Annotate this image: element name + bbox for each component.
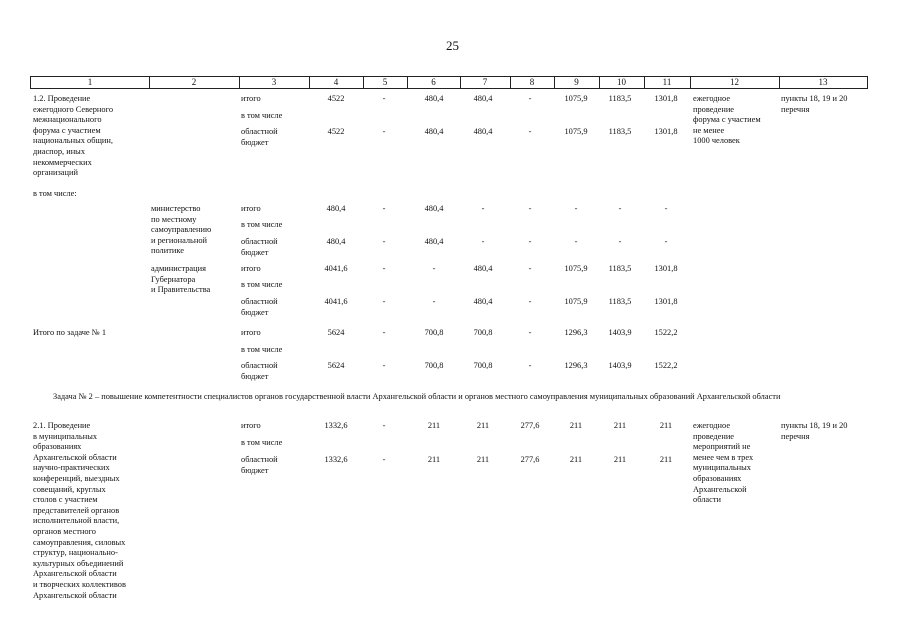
value-cell-col-7: 700,8 <box>473 328 493 337</box>
name-line: культурных объединений <box>33 558 124 568</box>
col-header-2: 2 <box>191 77 197 87</box>
value-cell-col-8: - <box>528 204 532 213</box>
v-tom-chisle-label: в том числе <box>241 111 283 120</box>
name-line: самоуправлению <box>151 225 212 235</box>
indicator-line: не менее <box>693 125 725 135</box>
col-header-11: 11 <box>662 77 672 87</box>
name-line: представителей органов <box>33 505 120 515</box>
value-cell-col-11: 211 <box>659 421 673 430</box>
value-cell-col-6: 700,8 <box>424 361 444 370</box>
name-line: ежегодного Северного <box>33 104 114 114</box>
task-2-heading: Задача № 2 – повышение компетентности специалистов органов государственной власти Архангельской области и органов местного самоуправления муниципальных образований Архангельской области <box>53 392 781 401</box>
value-cell-col-9: 1296,3 <box>564 328 588 337</box>
name-line: Губернатора <box>151 274 196 284</box>
value-cell-col-8: 277,6 <box>520 455 540 464</box>
value-cell-col-9: 1296,3 <box>564 361 588 370</box>
value-cell-col-5: - <box>382 127 386 136</box>
col-header-8: 8 <box>529 77 535 87</box>
value-cell-col-7: 480,4 <box>473 264 493 273</box>
oblast-label-line: бюджет <box>241 465 269 475</box>
value-cell-col-10: 1403,9 <box>608 361 632 370</box>
value-cell-col-11: 1522,2 <box>654 361 678 370</box>
value-cell-col-9: - <box>574 204 578 213</box>
value-cell-col-4: 4522 <box>327 94 345 103</box>
value-cell-col-10: 1403,9 <box>608 328 632 337</box>
indicator-line: мероприятий не <box>693 442 751 452</box>
oblast-label-line: бюджет <box>241 371 269 381</box>
row-1-2-punkty <box>781 94 847 115</box>
value-cell-col-5: - <box>382 455 386 464</box>
value-cell-col-10: 1183,5 <box>608 94 632 103</box>
name-line: столов с участием <box>33 495 98 505</box>
oblast-label-line: бюджет <box>241 247 269 257</box>
value-cell-col-6: 480,4 <box>424 127 444 136</box>
value-cell-col-11: 1522,2 <box>654 328 678 337</box>
name-line: 1.2. Проведение <box>33 94 91 103</box>
value-cell-col-11: 1301,8 <box>654 94 678 103</box>
value-cell-col-5: - <box>382 328 386 337</box>
row-1-2-name <box>33 94 113 179</box>
ministry-name <box>151 204 211 257</box>
value-cell-col-4: 480,4 <box>326 237 346 246</box>
value-cell-col-7: 480,4 <box>473 127 493 136</box>
col-header-7: 7 <box>482 77 488 87</box>
indicator-line: Архангельской <box>693 484 747 494</box>
value-cell-col-9: 211 <box>569 455 583 464</box>
indicator-line: проведение <box>693 431 735 441</box>
value-cell-col-5: - <box>382 421 386 430</box>
col-header-5: 5 <box>382 77 388 87</box>
punkty-line: перечня <box>781 104 810 114</box>
value-cell-col-7: 480,4 <box>473 297 493 306</box>
name-line: структур, национально- <box>33 548 118 558</box>
row-2-1-name <box>33 421 126 601</box>
value-cell-col-11: 1301,8 <box>654 264 678 273</box>
col-header-4: 4 <box>333 77 339 87</box>
name-line: Архангельской области <box>33 569 117 579</box>
value-cell-col-6: 211 <box>427 455 441 464</box>
name-line: органов местного <box>33 526 96 536</box>
col-header-9: 9 <box>574 77 579 87</box>
value-cell-col-9: 1075,9 <box>564 297 588 306</box>
oblast-label-line: областной <box>241 127 278 136</box>
indicator-line: образованиях <box>693 473 742 483</box>
value-cell-col-9: 211 <box>569 421 583 430</box>
oblast-label-line: областной <box>241 361 278 370</box>
administration-name <box>151 264 210 296</box>
value-cell-col-8: - <box>528 361 532 370</box>
oblast-label-line: областной <box>241 455 278 464</box>
value-cell-col-4: 1332,6 <box>324 455 348 464</box>
value-cell-col-10: - <box>618 237 622 246</box>
name-line: и творческих коллективов <box>33 579 126 589</box>
col-header-1: 1 <box>87 77 93 87</box>
value-cell-col-11: - <box>664 237 668 246</box>
row-1-2-indicator <box>693 94 761 147</box>
oblast-label-line: бюджет <box>241 137 269 147</box>
name-line: совещаний, круглых <box>33 484 106 494</box>
v-tom-chisle-label: в том числе <box>241 280 283 289</box>
value-cell-col-10: 1183,5 <box>608 127 632 136</box>
value-cell-col-5: - <box>382 297 386 306</box>
oblast-label-line: областной <box>241 297 278 306</box>
value-cell-col-7: 480,4 <box>473 94 493 103</box>
value-cell-col-7: - <box>481 204 485 213</box>
value-cell-col-4: 5624 <box>327 328 345 337</box>
value-cell-col-8: - <box>528 328 532 337</box>
value-cell-col-4: 4041,6 <box>324 264 348 273</box>
row-2-1-indicator <box>693 421 753 506</box>
name-line: диаспор, иных <box>33 146 86 156</box>
value-cell-col-9: 1075,9 <box>564 94 588 103</box>
v-tom-chisle-label: в том числе <box>241 438 283 447</box>
value-cell-col-11: 1301,8 <box>654 127 678 136</box>
indicator-line: ежегодное <box>693 94 731 103</box>
value-cell-col-8: - <box>528 297 532 306</box>
oblast-label <box>241 455 278 476</box>
value-cell-col-10: - <box>618 204 622 213</box>
value-cell-col-5: - <box>382 361 386 370</box>
oblast-label <box>241 361 278 382</box>
punkty-line: перечня <box>781 431 810 441</box>
name-line: образованиях <box>33 442 82 452</box>
value-cell-col-6: 480,4 <box>424 94 444 103</box>
value-cell-col-6: 211 <box>427 421 441 430</box>
col-header-3: 3 <box>271 77 277 87</box>
value-cell-col-6: 480,4 <box>424 204 444 213</box>
name-line: по местному <box>151 214 197 224</box>
punkty-line: пункты 18, 19 и 20 <box>781 421 848 430</box>
value-cell-col-6: 480,4 <box>424 237 444 246</box>
v-tom-chisle-heading: в том числе: <box>33 189 77 198</box>
oblast-label-line: областной <box>241 237 278 246</box>
name-line: в муниципальных <box>33 431 98 441</box>
indicator-line: ежегодное <box>693 421 731 430</box>
itogo-task1-name: Итого по задаче № 1 <box>33 328 107 337</box>
name-line: политике <box>151 246 184 256</box>
value-cell-col-4: 4522 <box>327 127 345 136</box>
oblast-label <box>241 297 278 318</box>
value-cell-col-7: 211 <box>476 421 490 430</box>
v-tom-chisle-label: в том числе <box>241 220 283 229</box>
value-cell-col-10: 211 <box>613 455 627 464</box>
value-cell-col-5: - <box>382 264 386 273</box>
name-line: Архангельской области <box>33 452 117 462</box>
value-cell-col-4: 480,4 <box>326 204 346 213</box>
value-cell-col-5: - <box>382 237 386 246</box>
row-2-1-punkty <box>781 421 847 442</box>
value-cell-col-6: 700,8 <box>424 328 444 337</box>
value-cell-col-4: 5624 <box>327 361 345 370</box>
value-cell-col-11: 211 <box>659 455 673 464</box>
name-line: некоммерческих <box>33 157 92 167</box>
value-cell-col-5: - <box>382 204 386 213</box>
name-line: Архангельской области <box>33 590 117 600</box>
indicator-line: муниципальных <box>693 463 751 473</box>
value-cell-col-8: - <box>528 127 532 136</box>
value-cell-col-5: - <box>382 94 386 103</box>
value-cell-col-10: 211 <box>613 421 627 430</box>
column-header-row <box>30 76 868 89</box>
col-header-13: 13 <box>818 77 828 87</box>
value-cell-col-8: - <box>528 264 532 273</box>
name-line: 2.1. Проведение <box>33 421 91 430</box>
itogo-label: итого <box>241 421 261 430</box>
col-header-10: 10 <box>617 77 626 87</box>
page-number: 25 <box>446 38 459 53</box>
oblast-label <box>241 237 278 258</box>
value-cell-col-9: - <box>574 237 578 246</box>
itogo-label: итого <box>241 328 261 337</box>
indicator-line: проведение <box>693 104 735 114</box>
indicator-line: области <box>693 495 721 505</box>
name-line: и региональной <box>151 235 208 245</box>
oblast-label-line: бюджет <box>241 307 269 317</box>
name-line: национальных общин, <box>33 136 113 146</box>
value-cell-col-11: 1301,8 <box>654 297 678 306</box>
value-cell-col-6: - <box>432 264 436 273</box>
name-line: конференций, выездных <box>33 473 120 483</box>
value-cell-col-4: 1332,6 <box>324 421 348 430</box>
itogo-label: итого <box>241 204 261 213</box>
name-line: исполнительной власти, <box>33 516 120 526</box>
value-cell-col-8: - <box>528 94 532 103</box>
value-cell-col-7: 700,8 <box>473 361 493 370</box>
name-line: министерство <box>151 204 201 213</box>
value-cell-col-4: 4041,6 <box>324 297 348 306</box>
name-line: межнационального <box>33 115 102 125</box>
indicator-line: 1000 человек <box>693 136 740 146</box>
name-line: и Правительства <box>151 285 211 295</box>
itogo-label: итого <box>241 94 261 103</box>
col-header-12: 12 <box>730 77 739 87</box>
value-cell-col-10: 1183,5 <box>608 297 632 306</box>
value-cell-col-11: - <box>664 204 668 213</box>
punkty-line: пункты 18, 19 и 20 <box>781 94 848 103</box>
name-line: научно-практических <box>33 463 110 473</box>
indicator-line: форума с участием <box>693 115 761 125</box>
value-cell-col-8: 277,6 <box>520 421 540 430</box>
value-cell-col-9: 1075,9 <box>564 127 588 136</box>
oblast-label <box>241 127 278 148</box>
value-cell-col-7: - <box>481 237 485 246</box>
indicator-line: менее чем в трех <box>693 452 754 462</box>
itogo-label: итого <box>241 264 261 273</box>
name-line: форума с участием <box>33 125 101 135</box>
name-line: администрация <box>151 264 206 273</box>
v-tom-chisle-label: в том числе <box>241 345 283 354</box>
value-cell-col-8: - <box>528 237 532 246</box>
name-line: самоуправления, силовых <box>33 537 126 547</box>
value-cell-col-6: - <box>432 297 436 306</box>
value-cell-col-7: 211 <box>476 455 490 464</box>
value-cell-col-9: 1075,9 <box>564 264 588 273</box>
value-cell-col-10: 1183,5 <box>608 264 632 273</box>
name-line: организаций <box>33 168 78 178</box>
col-header-6: 6 <box>431 77 436 87</box>
